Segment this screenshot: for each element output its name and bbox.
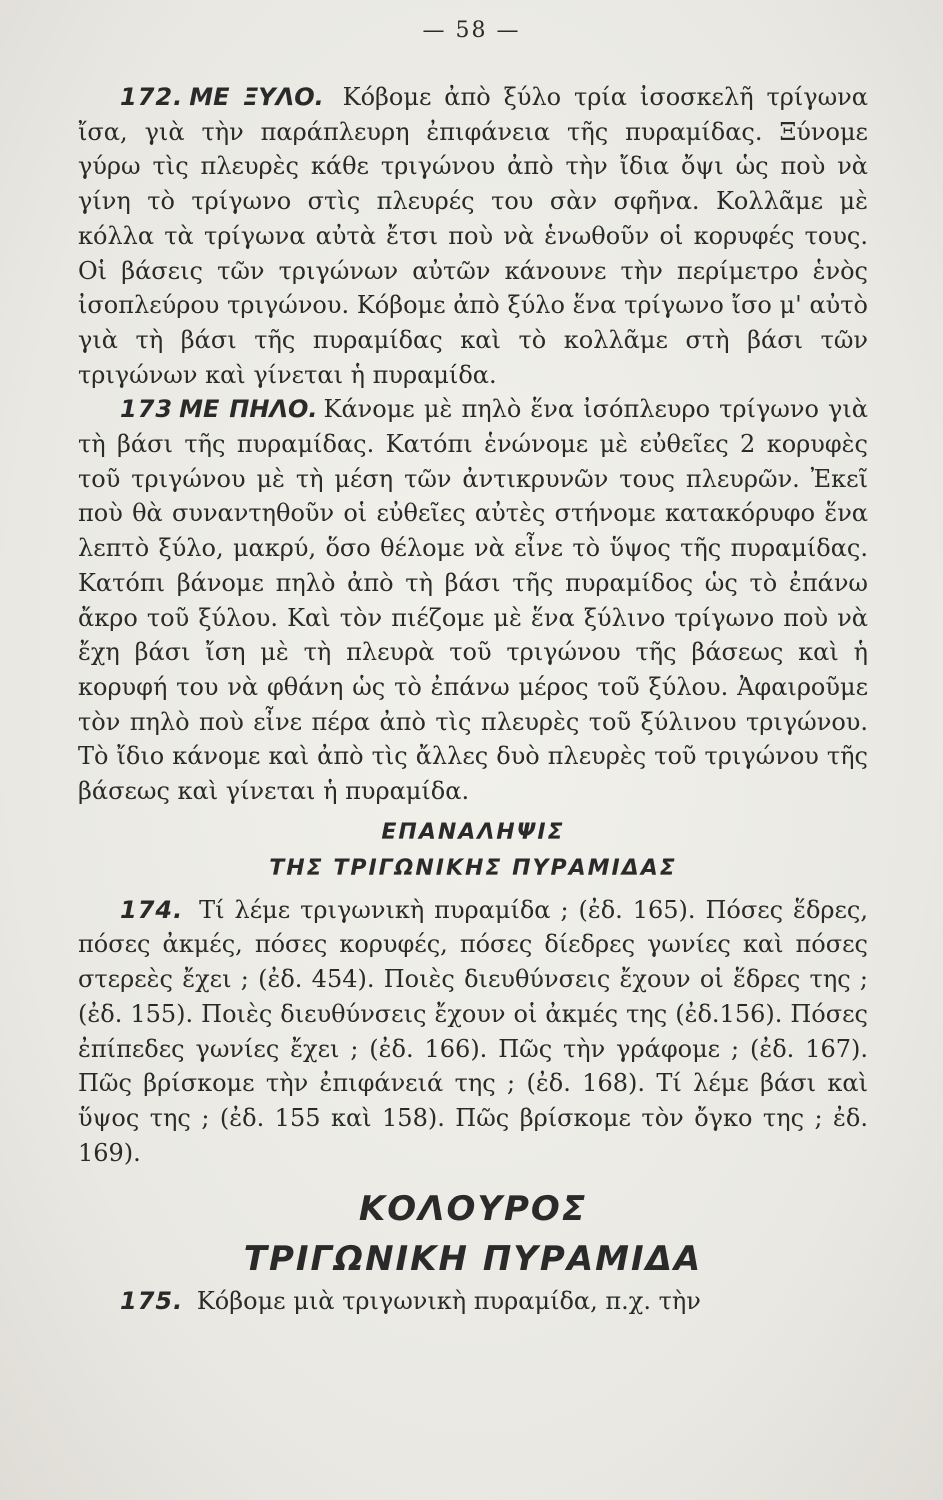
page-number: — 58 — [422, 18, 521, 43]
paragraph-number: 172. [120, 83, 184, 111]
section-heading-line-2: ΤΡΙΓΩΝΙΚΗ ΠΥΡΑΜΙΔΑ [243, 1239, 703, 1280]
review-heading-line-1: ΕΠΑΝΑΛΗΨΙΣ [381, 819, 565, 845]
paragraph-number: 173 [120, 395, 174, 424]
review-heading-line-2: ΤΗΣ ΤΡΙΓΩΝΙΚΗΣ ΠΥΡΑΜΙΔΑΣ [269, 855, 677, 881]
paragraph-173 [78, 392, 868, 808]
paragraph-text: Κόβομε ἀπὸ ξύλο τρία ἰσοσκελῆ τρίγωνα ἴσα, γιὰ τὴν παράπλευρη ἐπιφάνεια τῆς πυραμίδας. Ξύνομε γύρω τὶς πλευρὲς κάθε τριγώνου ἀπὸ τὴν ἴδια ὄψι ὡς ποὺ νὰ γίνη τὸ τρίγωνο στὶς πλευρές του σὰν σφῆνα. Κολλᾶμε μὲ κόλλα τὰ τρίγωνα αὐτὰ ἔτσι ποὺ νὰ ἑνωθοῦν οἱ κορυφές τους. Οἱ βάσεις τῶν τριγώνων αὐτῶν κάνουνε τὴν περίμετρο ἑνὸς ἰσοπλεύρου τριγώνου. Κόβομε ἀπὸ ξύλο ἕνα τρίγωνο ἴσο μ' αὐτὸ γιὰ τὴ βάσι τῆς πυραμίδας καὶ τὸ κολλᾶμε στὴ βάσι τῶν τριγώνων καὶ γίνεται ἡ πυραμίδα. [78, 83, 868, 389]
paragraph-number: 175. [120, 1287, 184, 1316]
paragraph-174 [78, 893, 868, 1171]
paragraph-text: Κόβομε μιὰ τριγωνικὴ πυραμίδα, π.χ. τὴν [196, 1287, 701, 1316]
paragraph-number: 174. [120, 895, 184, 924]
paragraph-lead: ΜΕ ΠΗΛΟ. [179, 395, 318, 424]
section-heading-line-1: ΚΟΛΟΥΡΟΣ [358, 1189, 588, 1230]
page-body [78, 80, 868, 1319]
paragraph-text: Τί λέμε τριγωνικὴ πυραμίδα ; (ἐδ. 165). Πόσες ἕδρες, πόσες ἀκμές, πόσες κορυφές, πόσες δίεδρες γωνίες καὶ πόσες στερεὲς ἔχει ; (ἐδ. 454). Ποιὲς διευθύνσεις ἔχουν οἱ ἕδρες της ; (ἐδ. 155). Ποιὲς διευθύνσεις ἔχουν οἱ ἀκμές της (ἐδ.156). Πόσες ἐπίπεδες γωνίες ἔχει ; (ἐδ. 166). Πῶς τὴν γράφομε ; (ἐδ. 167). Πῶς βρίσκομε τὴν ἐπιφάνειά της ; (ἐδ. 168). Τί λέμε βάσι καὶ ὕψος της ; (ἐδ. 155 καὶ 158). Πῶς βρίσκομε τὸν ὄγκο της ; ἐδ. 169). [78, 895, 869, 1167]
paragraph-175 [78, 1284, 868, 1319]
paragraph-172 [78, 80, 868, 392]
paragraph-lead: ΜΕ ΞΥΛΟ. [189, 83, 324, 111]
paragraph-text: Κάνομε μὲ πηλὸ ἕνα ἰσόπλευρο τρίγωνο γιὰ τὴ βάσι τῆς πυραμίδας. Κατόπι ἑνώνομε μὲ εὐθεῖες 2 κορυφὲς τοῦ τριγώνου μὲ τὴ μέση τῶν ἀντικρυνῶν τους πλευρῶν. Ἐκεῖ ποὺ θὰ συναντηθοῦν οἱ εὐθεῖες αὐτὲς στήνομε κατακόρυφο ἕνα λεπτὸ ξύλο, μακρύ, ὅσο θέλομε νὰ εἶνε τὸ ὕψος τῆς πυραμίδας. Κατόπι βάνομε πηλὸ ἀπὸ τὴ βάσι τῆς πυραμίδος ὡς τὸ ἐπάνω ἄκρο τοῦ ξύλου. Καὶ τὸν πιέζομε μὲ ἕνα ξύλινο τρίγωνο ποὺ νὰ ἔχη βάσι ἴση μὲ τὴ πλευρὰ τοῦ τριγώνου τῆς βάσεως καὶ ἡ κορυφή του νὰ φθάνη ὡς τὸ ἐπάνω μέρος τοῦ ξύλου. Ἀφαιροῦμε τὸν πηλὸ ποὺ εἶνε πέρα ἀπὸ τὶς πλευρὲς τοῦ ξύλινου τριγώνου. Τὸ ἴδιο κάνομε καὶ ἀπὸ τὶς ἄλλες δυὸ πλευρὲς τοῦ τριγώνου τῆς βάσεως καὶ γίνεται ἡ πυραμίδα. [78, 395, 868, 806]
